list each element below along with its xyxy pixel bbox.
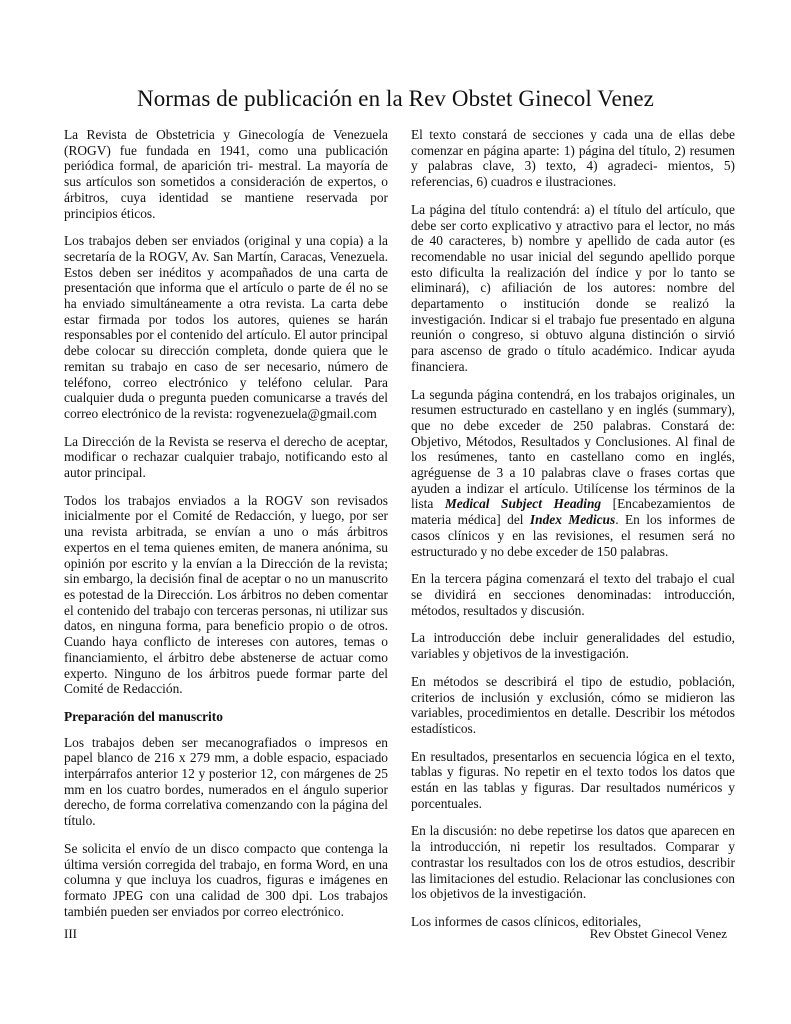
section-heading: Preparación del manuscrito [64,708,223,724]
abstract-text-start: La segunda página contendrá, en los trabajos originales, un resumen estructurado en castellano y en inglés (summary), que no debe exceder de 250 palabras. Constará de: Objetivo, Métodos, Resultados y Conclusiones. Al final de los resúmenes, tanto en castellano como en inglés, agréguense de 3 a 10 palabras clave o frases cortas que ayuden a indizar el artículo. Utilícense los términos de la lista [411,386,735,512]
review-paragraph: Todos los trabajos enviados a la ROGV son revisados inicialmente por el Comité de Redacción, y luego, por ser una revista arbitrada, se envían a uno o más árbitros expertos en el tema quienes emiten, de manera anónima, su opinión por escrito y la envían a la Dirección de la revista; sin embargo, la decisión final de aceptar o no un manuscrito es potestad de la Dirección. Los árbitros no deben comentar el contenido del trabajo con terceras personas, ni utilizar sus datos, en ninguna forma, para beneficio propio o de otros. Cuando haya conflicto de intereses con autores, temas o financiamiento, el árbitro debe abstenerse de actuar como experto. Ninguno de los árbitros puede formar parte del Comité de Redacción. [64,492,388,697]
disc-paragraph: Se solicita el envío de un disco compacto que contenga la última versión corregida del trabajo, en forma Word, en una columna y que incluya los cuadros, figuras e imágenes en formato JPEG con una calidad de 300 dpi. Los trabajos también pueden ser enviados por correo electrónico. [64,840,388,919]
case-reports-paragraph: Los informes de casos clínicos, editoriales, [411,913,642,929]
format-paragraph: Los trabajos deben ser mecanografiados o impresos en papel blanco de 216 x 279 mm, a doble espacio, espaciado interpárrafos anterior 12 y posterior 12, con márgenes de 25 mm en los cuatro bordes, numerados en el ángulo superior derecho, de forma correlativa comenzando con la página del título. [64,734,388,829]
right-column [411,127,735,942]
text-paragraph: En la tercera página comenzará el texto del trabajo el cual se dividirá en secciones denominadas: introducción, métodos, resultados y discusión. [411,571,735,618]
abstract-paragraph [411,387,735,560]
discussion-paragraph: En la discusión: no debe repetirse los datos que aparecen en la introducción, ni repetir los resultados. Comparar y contrastar los resultados con los de otros estudios, describir las limitaciones del estudio. Relacionar las conclusiones con los objetivos de la investigación. [411,823,735,902]
page-title: Normas de publicación en la Rev Obstet Ginecol Venez [136,86,654,111]
left-column [64,127,388,931]
introduction-paragraph: La introducción debe incluir generalidades del estudio, variables y objetivos de la investigación. [411,630,735,662]
submission-paragraph: Los trabajos deben ser enviados (original y una copia) a la secretaría de la ROGV, Av. San Martín, Caracas, Venezuela. Estos deben ser inéditos y acompañados de una carta de presentación que informa que el artículo o parte de él no se ha enviado simultáneamente a otra revista. La carta debe estar firmada por todos los autores, quienes se harán responsables por el contenido del artículo. El autor principal debe colocar su dirección completa, donde quiera que le remitan su trabajo en caso de ser necesario, número de teléfono, correo electrónico y teléfono celular. Para cualquier duda o pregunta pueden comunicarse a través del correo electrónico de la revista: rogvenezuela@gmail.com [64,233,388,421]
results-paragraph: En resultados, presentarlos en secuencia lógica en el texto, tablas y figuras. No repetir en el texto todos los datos que están en las tablas y figuras. Dar resultados numéricos y porcentuales. [411,748,735,811]
title-page-paragraph: La página del título contendrá: a) el título del artículo, que debe ser corto explicativo y atractivo para el lector, no más de 40 caracteres, b) nombre y apellido de cada autor (es recomendable no usar inicial del segundo apellido porque esto dificulta la realización del índice y por lo tanto se eliminará), c) afiliación de los autores: nombre del departamento o institución donde se realizó la investigación. Indicar si el trabajo fue presentado en alguna reunión o congreso, si obtuvo alguna distinción o sirvió para ascenso de grado o título académico. Indicar ayuda financiera. [411,201,735,374]
sections-paragraph: El texto constará de secciones y cada una de ellas debe comenzar en página aparte: 1) página del título, 2) resumen y palabras clave, 3) texto, 4) agradeci- mientos, 5) referencias, 6) cuadros e ilustraciones. [411,127,735,190]
page-number: III [64,926,77,941]
mesh-term: Medical Subject Heading [444,496,602,512]
journal-name-footer: Rev Obstet Ginecol Venez [589,926,727,941]
intro-paragraph: La Revista de Obstetricia y Ginecología de Venezuela (ROGV) fue fundada en 1941, como una publicación periódica formal, de aparición tri- mestral. La mayoría de sus artículos son sometidos a consideración de expertos, o árbitros, cuya identidad se mantiene reservada por principios éticos. [64,127,388,221]
abstract-text-middle: [Encabezamientos de materia médica] del [411,496,736,528]
methods-paragraph: En métodos se describirá el tipo de estudio, población, criterios de inclusión y exclusión, cómo se midieron las variables, procedimientos en detalle. Describir los métodos estadísticos. [411,673,735,736]
abstract-text-end: . En los informes de casos clínicos y en las revisiones, el resumen será no estructurado y no debe exceder de 150 palabras. [411,512,735,559]
editorial-rights-paragraph: La Dirección de la Revista se reserva el derecho de aceptar, modificar o rechazar cualquier trabajo, notificando esto al autor principal. [64,433,388,481]
index-medicus-term: Index Medicus [529,512,616,528]
